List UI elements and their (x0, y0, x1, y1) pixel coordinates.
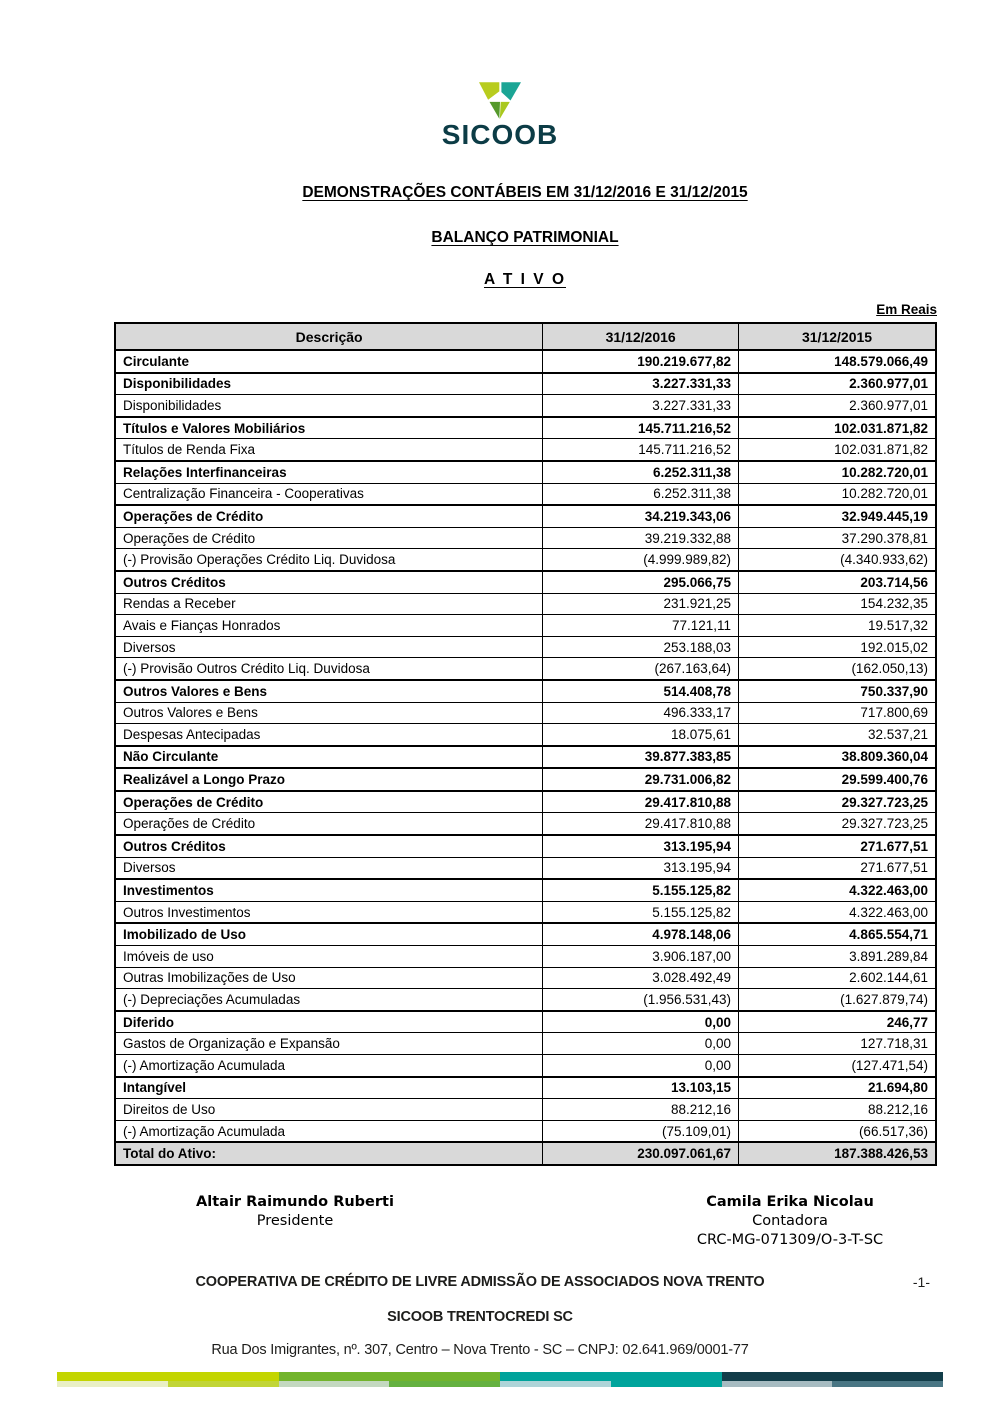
row-value-2015: 148.579.066,49 (739, 350, 936, 373)
row-value-2015: 4.865.554,71 (739, 923, 936, 945)
row-value-2016: (75.109,01) (543, 1120, 739, 1142)
table-row (115, 857, 936, 879)
column-header-descricao: Descrição (115, 323, 543, 350)
row-value-2015: 21.694,80 (739, 1077, 936, 1099)
row-label: Títulos e Valores Mobiliários (115, 417, 543, 439)
table-row (115, 483, 936, 505)
table-row (115, 791, 936, 813)
brand-stripe (57, 1372, 943, 1387)
row-value-2016: 313.195,94 (543, 857, 739, 879)
row-label: Diversos (115, 857, 543, 879)
row-value-2015: (162.050,13) (739, 658, 936, 680)
row-value-2016: (4.999.989,82) (543, 549, 739, 571)
footer-address: Rua Dos Imigrantes, nº. 307, Centro – Nova Trento - SC – CNPJ: 02.641.969/0001-77 (211, 1342, 749, 1358)
president-name: Altair Raimundo Ruberti (196, 1194, 394, 1210)
table-row (115, 373, 936, 395)
row-value-2015: 271.677,51 (739, 835, 936, 857)
row-value-2016: 5.155.125,82 (543, 879, 739, 901)
row-value-2016: 3.227.331,33 (543, 373, 739, 395)
row-label: Títulos de Renda Fixa (115, 439, 543, 461)
row-value-2015: 19.517,32 (739, 615, 936, 637)
row-value-2016: 145.711.216,52 (543, 417, 739, 439)
row-value-2016: (1.956.531,43) (543, 989, 739, 1011)
row-value-2015: 29.327.723,25 (739, 791, 936, 813)
row-value-2016: 145.711.216,52 (543, 439, 739, 461)
table-row (115, 439, 936, 461)
footer-brand-name: SICOOB TRENTOCREDI SC (387, 1309, 573, 1325)
row-value-2016: 18.075,61 (543, 724, 739, 746)
row-value-2015: 10.282.720,01 (739, 483, 936, 505)
table-row (115, 813, 936, 835)
signature-accountant (600, 1193, 980, 1250)
row-label: (-) Provisão Outros Crédito Liq. Duvidosa (115, 658, 543, 680)
row-label: Intangível (115, 1077, 543, 1099)
stripe-segment (279, 1372, 501, 1381)
row-value-2015: 10.282.720,01 (739, 461, 936, 483)
table-row (115, 835, 936, 857)
row-label: Outros Créditos (115, 835, 543, 857)
sicoob-triangle-icon (479, 82, 521, 119)
column-header-2016: 31/12/2016 (543, 323, 739, 350)
row-value-2015: (1.627.879,74) (739, 989, 936, 1011)
row-value-2016: 295.066,75 (543, 571, 739, 593)
row-value-2016: 6.252.311,38 (543, 461, 739, 483)
stripe-segment (832, 1381, 943, 1387)
stripe-segment (500, 1372, 722, 1381)
row-label: Outros Valores e Bens (115, 702, 543, 724)
signature-president (115, 1193, 475, 1231)
stripe-segment (500, 1381, 611, 1387)
row-value-2016: (267.163,64) (543, 658, 739, 680)
row-value-2016: 231.921,25 (543, 593, 739, 615)
row-value-2015: (66.517,36) (739, 1120, 936, 1142)
table-row (115, 1011, 936, 1033)
row-value-2016: 0,00 (543, 1011, 739, 1033)
row-value-2015: 32.537,21 (739, 724, 936, 746)
table-row (115, 1099, 936, 1121)
balance-sheet-table (114, 322, 937, 1166)
row-value-2015: 127.718,31 (739, 1033, 936, 1055)
table-row (115, 1055, 936, 1077)
balance-sheet-table-wrap (114, 322, 937, 1166)
sicoob-wordmark: SICOOB (441, 119, 559, 150)
row-value-2015: 102.031.871,82 (739, 417, 936, 439)
row-value-2015: 102.031.871,82 (739, 439, 936, 461)
row-value-2015: 271.677,51 (739, 857, 936, 879)
row-value-2016: 3.906.187,00 (543, 946, 739, 968)
row-value-2016: 514.408,78 (543, 680, 739, 702)
row-label: (-) Provisão Operações Crédito Liq. Duvidosa (115, 549, 543, 571)
row-value-2016: 29.417.810,88 (543, 813, 739, 835)
table-row (115, 417, 936, 439)
row-value-2016: 39.219.332,88 (543, 527, 739, 549)
table-row (115, 461, 936, 483)
row-label: Disponibilidades (115, 373, 543, 395)
row-value-2016: 4.978.148,06 (543, 923, 739, 945)
row-value-2016: 29.417.810,88 (543, 791, 739, 813)
row-value-2016: 13.103,15 (543, 1077, 739, 1099)
row-label: Circulante (115, 350, 543, 373)
row-label: Realizável a Longo Prazo (115, 768, 543, 791)
row-label: (-) Amortização Acumulada (115, 1120, 543, 1142)
row-value-2015: 29.327.723,25 (739, 813, 936, 835)
row-value-2015: 38.809.360,04 (739, 746, 936, 769)
row-value-2016: 3.028.492,49 (543, 967, 739, 989)
document-subtitle: BALANÇO PATRIMONIAL (431, 229, 619, 246)
column-header-2015: 31/12/2015 (739, 323, 936, 350)
row-value-2015: (4.340.933,62) (739, 549, 936, 571)
row-value-2015: 2.602.144,61 (739, 967, 936, 989)
row-label: Relações Interfinanceiras (115, 461, 543, 483)
table-header-row (115, 323, 936, 350)
row-value-2015: (127.471,54) (739, 1055, 936, 1077)
row-value-2015: 2.360.977,01 (739, 395, 936, 417)
stripe-segment (722, 1372, 944, 1381)
section-heading-ativo: A T I V O (483, 271, 566, 288)
row-label: Operações de Crédito (115, 527, 543, 549)
table-row (115, 1033, 936, 1055)
table-row (115, 768, 936, 791)
table-row (115, 636, 936, 658)
row-label: Não Circulante (115, 746, 543, 769)
table-row (115, 901, 936, 923)
row-label: Operações de Crédito (115, 791, 543, 813)
row-label: Outros Créditos (115, 571, 543, 593)
accountant-crc: CRC-MG-071309/O-3-T-SC (696, 1232, 884, 1249)
president-role: Presidente (256, 1213, 334, 1230)
row-value-2015: 37.290.378,81 (739, 527, 936, 549)
row-value-2015: 4.322.463,00 (739, 901, 936, 923)
row-label: (-) Amortização Acumulada (115, 1055, 543, 1077)
row-value-2016: 39.877.383,85 (543, 746, 739, 769)
stripe-segment (722, 1381, 833, 1387)
stripe-segment (611, 1381, 722, 1387)
table-body (115, 350, 936, 1165)
row-value-2016: 29.731.006,82 (543, 768, 739, 791)
table-row (115, 505, 936, 527)
row-label: Avais e Fianças Honrados (115, 615, 543, 637)
row-label: Gastos de Organização e Expansão (115, 1033, 543, 1055)
row-label: Operações de Crédito (115, 505, 543, 527)
table-row (115, 571, 936, 593)
row-value-2015: 88.212,16 (739, 1099, 936, 1121)
row-value-2016: 230.097.061,67 (543, 1142, 739, 1165)
row-value-2015: 4.322.463,00 (739, 879, 936, 901)
document-title: DEMONSTRAÇÕES CONTÁBEIS EM 31/12/2016 E 31/12/2015 (302, 184, 748, 201)
row-label: (-) Depreciações Acumuladas (115, 989, 543, 1011)
table-row (115, 395, 936, 417)
table-row (115, 680, 936, 702)
table-row (115, 923, 936, 945)
table-row (115, 746, 936, 769)
table-row (115, 946, 936, 968)
row-label: Imóveis de uso (115, 946, 543, 968)
row-value-2015: 750.337,90 (739, 680, 936, 702)
row-label: Outros Valores e Bens (115, 680, 543, 702)
table-row (115, 724, 936, 746)
row-value-2016: 77.121,11 (543, 615, 739, 637)
row-value-2015: 29.599.400,76 (739, 768, 936, 791)
row-label: Diversos (115, 636, 543, 658)
row-value-2016: 313.195,94 (543, 835, 739, 857)
table-row (115, 1142, 936, 1165)
table-row (115, 527, 936, 549)
row-value-2016: 0,00 (543, 1033, 739, 1055)
row-label: Centralização Financeira - Cooperativas (115, 483, 543, 505)
row-value-2016: 190.219.677,82 (543, 350, 739, 373)
brand-stripe-top (57, 1372, 943, 1381)
footer-cooperative-name: COOPERATIVA DE CRÉDITO DE LIVRE ADMISSÃO DE ASSOCIADOS NOVA TRENTO (195, 1274, 765, 1290)
row-value-2015: 2.360.977,01 (739, 373, 936, 395)
row-value-2016: 34.219.343,06 (543, 505, 739, 527)
row-label: Investimentos (115, 879, 543, 901)
row-label: Outras Imobilizações de Uso (115, 967, 543, 989)
table-row (115, 593, 936, 615)
stripe-segment (57, 1372, 279, 1381)
table-row (115, 658, 936, 680)
currency-note: Em Reais (876, 302, 937, 317)
row-label: Imobilizado de Uso (115, 923, 543, 945)
stripe-segment (389, 1381, 500, 1387)
row-value-2016: 6.252.311,38 (543, 483, 739, 505)
row-value-2015: 203.714,56 (739, 571, 936, 593)
table-row (115, 702, 936, 724)
accountant-name: Camila Erika Nicolau (706, 1194, 874, 1210)
table-row (115, 615, 936, 637)
row-label: Outros Investimentos (115, 901, 543, 923)
table-row (115, 1077, 936, 1099)
table-row (115, 989, 936, 1011)
row-value-2016: 496.333,17 (543, 702, 739, 724)
brand-stripe-bottom (57, 1381, 943, 1387)
table-row (115, 350, 936, 373)
table-row (115, 967, 936, 989)
row-label: Total do Ativo: (115, 1142, 543, 1165)
page-number: -1- (912, 1274, 930, 1290)
table-row (115, 1120, 936, 1142)
stripe-segment (57, 1381, 168, 1387)
row-value-2016: 88.212,16 (543, 1099, 739, 1121)
row-value-2015: 717.800,69 (739, 702, 936, 724)
row-label: Operações de Crédito (115, 813, 543, 835)
stripe-segment (279, 1381, 390, 1387)
sicoob-logo (0, 82, 1000, 149)
row-value-2015: 154.232,35 (739, 593, 936, 615)
row-label: Direitos de Uso (115, 1099, 543, 1121)
table-row (115, 879, 936, 901)
row-value-2015: 187.388.426,53 (739, 1142, 936, 1165)
row-value-2015: 3.891.289,84 (739, 946, 936, 968)
row-label: Disponibilidades (115, 395, 543, 417)
stripe-segment (168, 1381, 279, 1387)
row-value-2015: 192.015,02 (739, 636, 936, 658)
row-label: Rendas a Receber (115, 593, 543, 615)
table-row (115, 549, 936, 571)
row-value-2016: 3.227.331,33 (543, 395, 739, 417)
row-value-2015: 246,77 (739, 1011, 936, 1033)
row-label: Diferido (115, 1011, 543, 1033)
row-label: Despesas Antecipadas (115, 724, 543, 746)
row-value-2016: 5.155.125,82 (543, 901, 739, 923)
row-value-2016: 0,00 (543, 1055, 739, 1077)
row-value-2015: 32.949.445,19 (739, 505, 936, 527)
accountant-role: Contadora (752, 1213, 828, 1230)
row-value-2016: 253.188,03 (543, 636, 739, 658)
